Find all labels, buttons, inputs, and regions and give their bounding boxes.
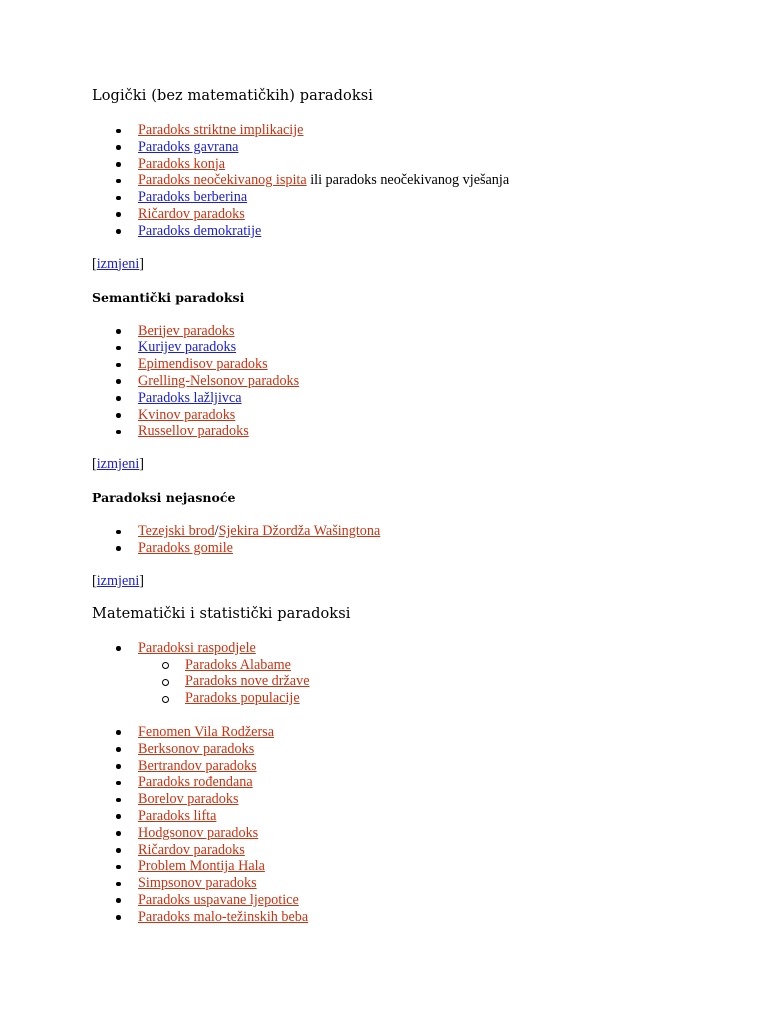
list-item	[92, 373, 732, 390]
sub-list-item	[92, 690, 732, 707]
link-bertrandov[interactable]: Bertrandov paradoks	[138, 757, 257, 774]
list-item	[92, 741, 732, 758]
list-item	[92, 206, 732, 223]
link-gavrana[interactable]: Paradoks gavrana	[138, 138, 239, 155]
list-item	[92, 189, 732, 206]
link-raspodjele[interactable]: Paradoksi raspodjele	[138, 639, 256, 656]
link-kurijev[interactable]: Kurijev paradoks	[138, 339, 237, 356]
link-berijev[interactable]: Berijev paradoks	[138, 322, 235, 339]
link-vila-rodzersa[interactable]: Fenomen Vila Rodžersa	[138, 723, 274, 740]
link-demokratije[interactable]: Paradoks demokratije	[138, 222, 262, 239]
sub-list-item	[92, 673, 732, 690]
link-tezejski-brod[interactable]: Tezejski brod	[138, 523, 215, 540]
list-item	[92, 356, 732, 373]
link-epimendisov[interactable]: Epimendisov paradoks	[138, 356, 268, 373]
link-uspavane-ljepotice[interactable]: Paradoks uspavane ljepotice	[138, 891, 299, 908]
list-item	[92, 858, 732, 875]
list-item	[92, 808, 732, 825]
edit-section-link	[92, 456, 732, 473]
list-item	[92, 825, 732, 842]
link-nove-drzave[interactable]: Paradoks nove države	[185, 673, 310, 690]
list-item	[92, 774, 732, 791]
link-konja[interactable]: Paradoks konja	[138, 155, 226, 172]
sub-list-item	[92, 657, 732, 674]
link-hodgsonov[interactable]: Hodgsonov paradoks	[138, 824, 259, 841]
list-item-suffix-text: ili paradoks neočekivanog vješanja	[306, 172, 510, 189]
list-item	[92, 842, 732, 859]
section-heading-semantic: Semantički paradoksi	[92, 289, 245, 305]
list-item	[92, 724, 732, 741]
link-russellov[interactable]: Russellov paradoks	[138, 423, 249, 440]
list-vagueness	[92, 523, 732, 557]
bracket-open: [	[92, 255, 97, 272]
link-neocekivanog-ispita[interactable]: Paradoks neočekivanog ispita	[138, 172, 307, 189]
link-grelling-nelsonov[interactable]: Grelling-Nelsonov paradoks	[138, 372, 300, 389]
bracket-open: [	[92, 456, 97, 473]
link-borelov[interactable]: Borelov paradoks	[138, 791, 239, 808]
link-malo-tezinskih-beba[interactable]: Paradoks malo-težinskih beba	[138, 908, 309, 925]
section-heading-vagueness: Paradoksi nejasnoće	[92, 490, 236, 506]
list-item	[92, 540, 732, 557]
link-ricardov[interactable]: Ričardov paradoks	[138, 205, 245, 222]
link-montija-hala[interactable]: Problem Montija Hala	[138, 858, 265, 875]
list-item	[92, 909, 732, 926]
edit-section-link	[92, 573, 732, 590]
list-item	[92, 172, 732, 189]
section-heading-math-stat: Matematički i statistički paradoksi	[92, 605, 351, 622]
list-math-stat-continued	[92, 724, 732, 926]
link-lazljivca[interactable]: Paradoks lažljivca	[138, 389, 242, 406]
section-heading-logical: Logički (bez matematičkih) paradoksi	[92, 88, 373, 104]
list-item	[92, 758, 732, 775]
link-berberina[interactable]: Paradoks berberina	[138, 189, 248, 206]
list-item	[92, 339, 732, 356]
link-alabame[interactable]: Paradoks Alabame	[185, 656, 291, 673]
list-item	[92, 323, 732, 340]
list-math-stat	[92, 640, 732, 657]
bracket-open: [	[92, 572, 97, 589]
list-item	[92, 791, 732, 808]
bracket-close: ]	[139, 255, 145, 272]
link-gomile[interactable]: Paradoks gomile	[138, 539, 233, 556]
list-item	[92, 139, 732, 156]
list-logical	[92, 122, 732, 240]
list-item	[92, 892, 732, 909]
link-rodjendana[interactable]: Paradoks rođendana	[138, 774, 253, 791]
list-item	[92, 390, 732, 407]
edit-section-link	[92, 256, 732, 273]
list-item	[92, 156, 732, 173]
list-item	[92, 640, 732, 657]
list-item	[92, 523, 732, 540]
list-semantic	[92, 323, 732, 441]
link-kvinov[interactable]: Kvinov paradoks	[138, 406, 236, 423]
document-page	[92, 86, 732, 926]
link-simpsonov[interactable]: Simpsonov paradoks	[138, 875, 257, 892]
link-lifta[interactable]: Paradoks lifta	[138, 807, 217, 824]
list-item	[92, 423, 732, 440]
list-item	[92, 407, 732, 424]
edit-link[interactable]: izmjeni	[96, 572, 140, 589]
link-striktne-implikacije[interactable]: Paradoks striktne implikacije	[138, 122, 304, 138]
edit-link[interactable]: izmjeni	[96, 456, 140, 473]
list-item	[92, 122, 732, 139]
bracket-close: ]	[139, 456, 145, 473]
list-item	[92, 875, 732, 892]
list-item	[92, 223, 732, 240]
link-berksonov[interactable]: Berksonov paradoks	[138, 740, 255, 757]
edit-link[interactable]: izmjeni	[96, 255, 140, 272]
link-populacije[interactable]: Paradoks populacije	[185, 690, 300, 707]
bracket-close: ]	[139, 572, 145, 589]
slash-separator: /	[214, 523, 219, 540]
link-ricardov-2[interactable]: Ričardov paradoks	[138, 841, 245, 858]
link-sjekira[interactable]: Sjekira Džordža Wašingtona	[218, 523, 381, 540]
sublist-raspodjele	[92, 657, 732, 707]
